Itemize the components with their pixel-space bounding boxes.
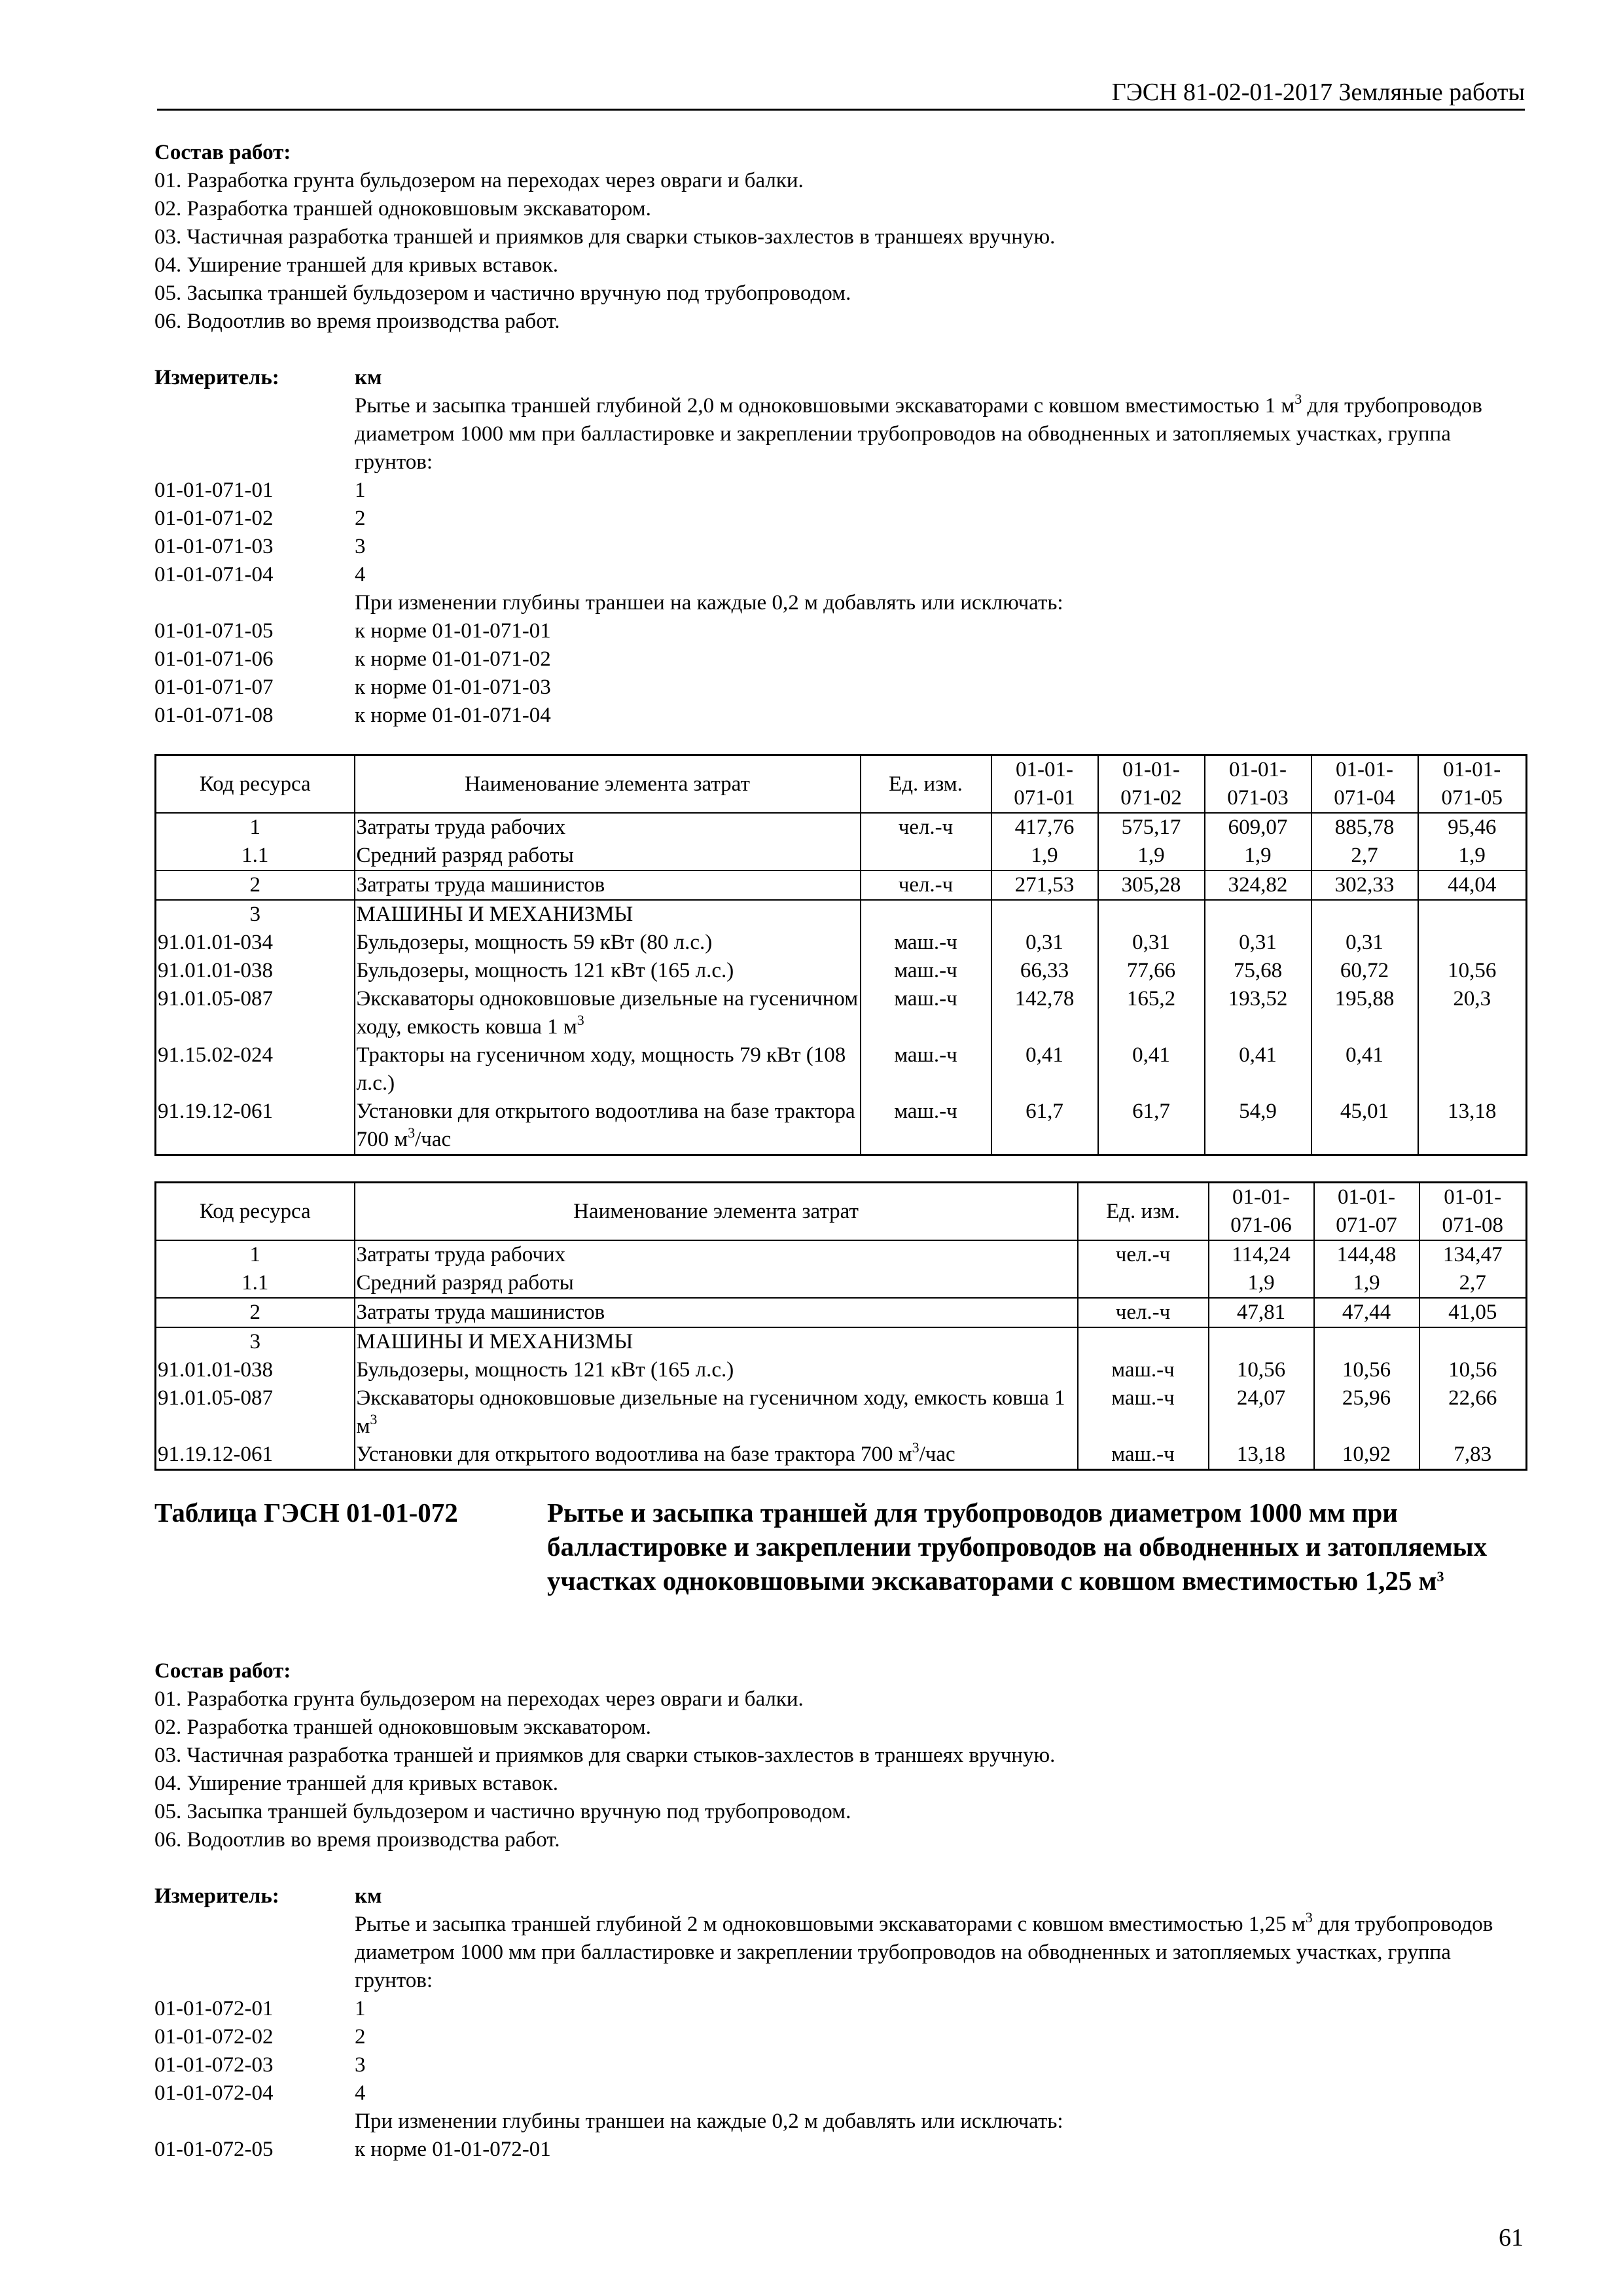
code-row: 01-01-071-01 1: [154, 478, 366, 502]
table-row: 91.15.02-024 Тракторы на гусеничном ходу, мощность 79 кВт (108 л.с.) маш.-ч 0,41 0,41 0,41 0,41: [156, 1041, 1527, 1098]
header-name: Наименование элемента затрат: [355, 1183, 1078, 1241]
work-item: 05. Засыпка траншей бульдозером и частично вручную под трубопроводом.: [154, 281, 851, 305]
table-row: 91.01.01-034 Бульдозеры, мощность 59 кВт (80 л.с.) маш.-ч 0,31 0,31 0,31 0,31: [156, 929, 1527, 957]
work-item: 03. Частичная разработка траншей и приямков для сварки стыков-захлестов в траншеях вручную.: [154, 225, 1056, 249]
measure-unit: км: [355, 366, 382, 389]
measure-block-2: [154, 1882, 1525, 2164]
table-row: 91.01.05-087 Экскаваторы одноковшовые дизельные на гусеничном ходу, емкость ковша 1 $м^3$ маш.-ч 24,07 25,96 22,66: [156, 1384, 1527, 1441]
work-item: 02. Разработка траншей одноковшовым экскаватором.: [154, 197, 651, 221]
work-item: 01. Разработка грунта бульдозером на переходах через овраги и балки.: [154, 169, 804, 192]
work-item: 03. Частичная разработка траншей и приямков для сварки стыков-захлестов в траншеях вручную.: [154, 1744, 1056, 1767]
code-row: 01-01-071-07 к норме 01-01-071-03: [154, 675, 551, 699]
table-row: 91.19.12-061 Установки для открытого водоотлива на базе трактора 700 $м^3$/час маш.-ч 61,7 61,7 54,9 45,01 13,18: [156, 1098, 1527, 1155]
code-row: 01-01-072-04 4: [154, 2081, 366, 2105]
code-row: 01-01-072-03 3: [154, 2053, 366, 2077]
header-norm: 01-01- 071-02: [1098, 755, 1205, 814]
measure-description: Рытье и засыпка траншей глубиной 2,0 м одноковшовыми экскаваторами с ковшом вместимостью 1 $м^3$ для трубопроводов диаметром 1000 мм при балластировке и закреплении трубопроводов на обводненных и затопляемых участках, группа грунтов:: [355, 391, 1482, 474]
header-unit: Ед. изм.: [1078, 1183, 1209, 1241]
code-row: 01-01-072-02 2: [154, 2025, 366, 2049]
measure-description: Рытье и засыпка траншей глубиной 2 м одноковшовыми экскаваторами с ковшом вместимостью 1,25 $м^3$ для трубопроводов диаметром 1000 мм при балластировке и закреплении трубопроводов на обводненных и затопляемых участках, группа грунтов:: [355, 1909, 1493, 1992]
code-row: 01-01-071-08 к норме 01-01-071-04: [154, 704, 551, 727]
table-row: 3 МАШИНЫ И МЕХАНИЗМЫ: [156, 1327, 1527, 1356]
work-item: 06. Водоотлив во время производства работ.: [154, 310, 560, 333]
measure-label: Измеритель:: [154, 1884, 279, 1908]
table-row: 1.1 Средний разряд работы 1,9 1,9 2,7: [156, 1269, 1527, 1298]
work-item: 05. Засыпка траншей бульдозером и частично вручную под трубопроводом.: [154, 1800, 851, 1823]
table-row: 91.01.01-038 Бульдозеры, мощность 121 кВт (165 л.с.) маш.-ч 66,33 77,66 75,68 60,72 10,56: [156, 957, 1527, 985]
table-row: 1 Затраты труда рабочих чел.-ч 114,24 144,48 134,47: [156, 1240, 1527, 1269]
header-name: Наименование элемента затрат: [355, 755, 861, 814]
measure-label: Измеритель:: [154, 366, 279, 389]
composition-title: Состав работ:: [154, 1659, 291, 1683]
table-number: Таблица ГЭСН 01-01-072: [154, 1498, 458, 1528]
header-norm: 01-01- 071-07: [1314, 1183, 1419, 1241]
table-title: Рытье и засыпка траншей для трубопроводов диаметром 1000 мм при балластировке и закреплении трубопроводов на обводненных и затопляемых участках одноковшовыми экскаваторами с ковшом вместимостью 1,25 $м^3$: [547, 1498, 1488, 1596]
resource-table-2: [154, 1181, 1527, 1471]
work-item: 02. Разработка траншей одноковшовым экскаватором.: [154, 1715, 651, 1739]
table-row: 91.01.01-038 Бульдозеры, мощность 121 кВт (165 л.с.) маш.-ч 10,56 10,56 10,56: [156, 1356, 1527, 1384]
header-rule: [157, 109, 1525, 111]
table-row: 1.1 Средний разряд работы 1,9 1,9 1,9 2,7 1,9: [156, 842, 1527, 870]
work-item: 04. Уширение траншей для кривых вставок.: [154, 253, 559, 277]
table-row: 91.01.05-087 Экскаваторы одноковшовые дизельные на гусеничном ходу, емкость ковша 1 $м^3$ маш.-ч 142,78 165,2 193,52 195,88 20,3: [156, 985, 1527, 1041]
depth-note-row: При изменении глубины траншеи на каждые 0,2 м добавлять или исключать:: [355, 591, 1063, 615]
work-item: 06. Водоотлив во время производства работ.: [154, 1828, 560, 1852]
header-unit: Ед. изм.: [861, 755, 991, 814]
depth-note-row: При изменении глубины траншеи на каждые 0,2 м добавлять или исключать:: [355, 2109, 1063, 2133]
header-norm: 01-01- 071-01: [991, 755, 1098, 814]
table-header-row: [156, 755, 1527, 814]
code-row: 01-01-071-02 2: [154, 507, 366, 530]
code-row: 01-01-072-05 к норме 01-01-072-01: [154, 2138, 551, 2161]
header-norm: 01-01- 071-06: [1209, 1183, 1314, 1241]
header-norm: 01-01- 071-04: [1311, 755, 1418, 814]
running-header: ГЭСН 81-02-01-2017 Земляные работы: [1111, 79, 1525, 106]
code-row: 01-01-071-06 к норме 01-01-071-02: [154, 647, 551, 671]
code-row: 01-01-071-05 к норме 01-01-071-01: [154, 619, 551, 643]
table-row: 91.19.12-061 Установки для открытого водоотлива на базе трактора 700 $м^3$/час маш.-ч 13,18 10,92 7,83: [156, 1441, 1527, 1470]
page-number: 61: [1499, 2224, 1524, 2251]
code-row: 01-01-071-04 4: [154, 563, 366, 586]
works-composition-2: [154, 1657, 1525, 1854]
table-row: 3 МАШИНЫ И МЕХАНИЗМЫ: [156, 900, 1527, 929]
work-item: 04. Уширение траншей для кривых вставок.: [154, 1772, 559, 1795]
composition-title: Состав работ:: [154, 141, 291, 164]
header-norm: 01-01- 071-08: [1419, 1183, 1527, 1241]
measure-unit: км: [355, 1884, 382, 1908]
table-header-row: [156, 1183, 1527, 1241]
table-row: 2 Затраты труда машинистов чел.-ч 47,81 47,44 41,05: [156, 1298, 1527, 1327]
table-row: 2 Затраты труда машинистов чел.-ч 271,53 305,28 324,82 302,33 44,04: [156, 870, 1527, 900]
header-code: Код ресурса: [156, 1183, 355, 1241]
header-code: Код ресурса: [156, 755, 355, 814]
header-norm: 01-01- 071-05: [1418, 755, 1527, 814]
work-item: 01. Разработка грунта бульдозером на переходах через овраги и балки.: [154, 1687, 804, 1711]
header-norm: 01-01- 071-03: [1205, 755, 1311, 814]
table-row: 1 Затраты труда рабочих чел.-ч 417,76 575,17 609,07 885,78 95,46: [156, 813, 1527, 842]
table-title-block: [154, 1496, 1525, 1598]
measure-block-1: [154, 364, 1525, 730]
code-row: 01-01-072-01 1: [154, 1997, 366, 2020]
works-composition-1: [154, 139, 1525, 336]
resource-table-1: [154, 754, 1527, 1156]
code-row: 01-01-071-03 3: [154, 535, 366, 558]
